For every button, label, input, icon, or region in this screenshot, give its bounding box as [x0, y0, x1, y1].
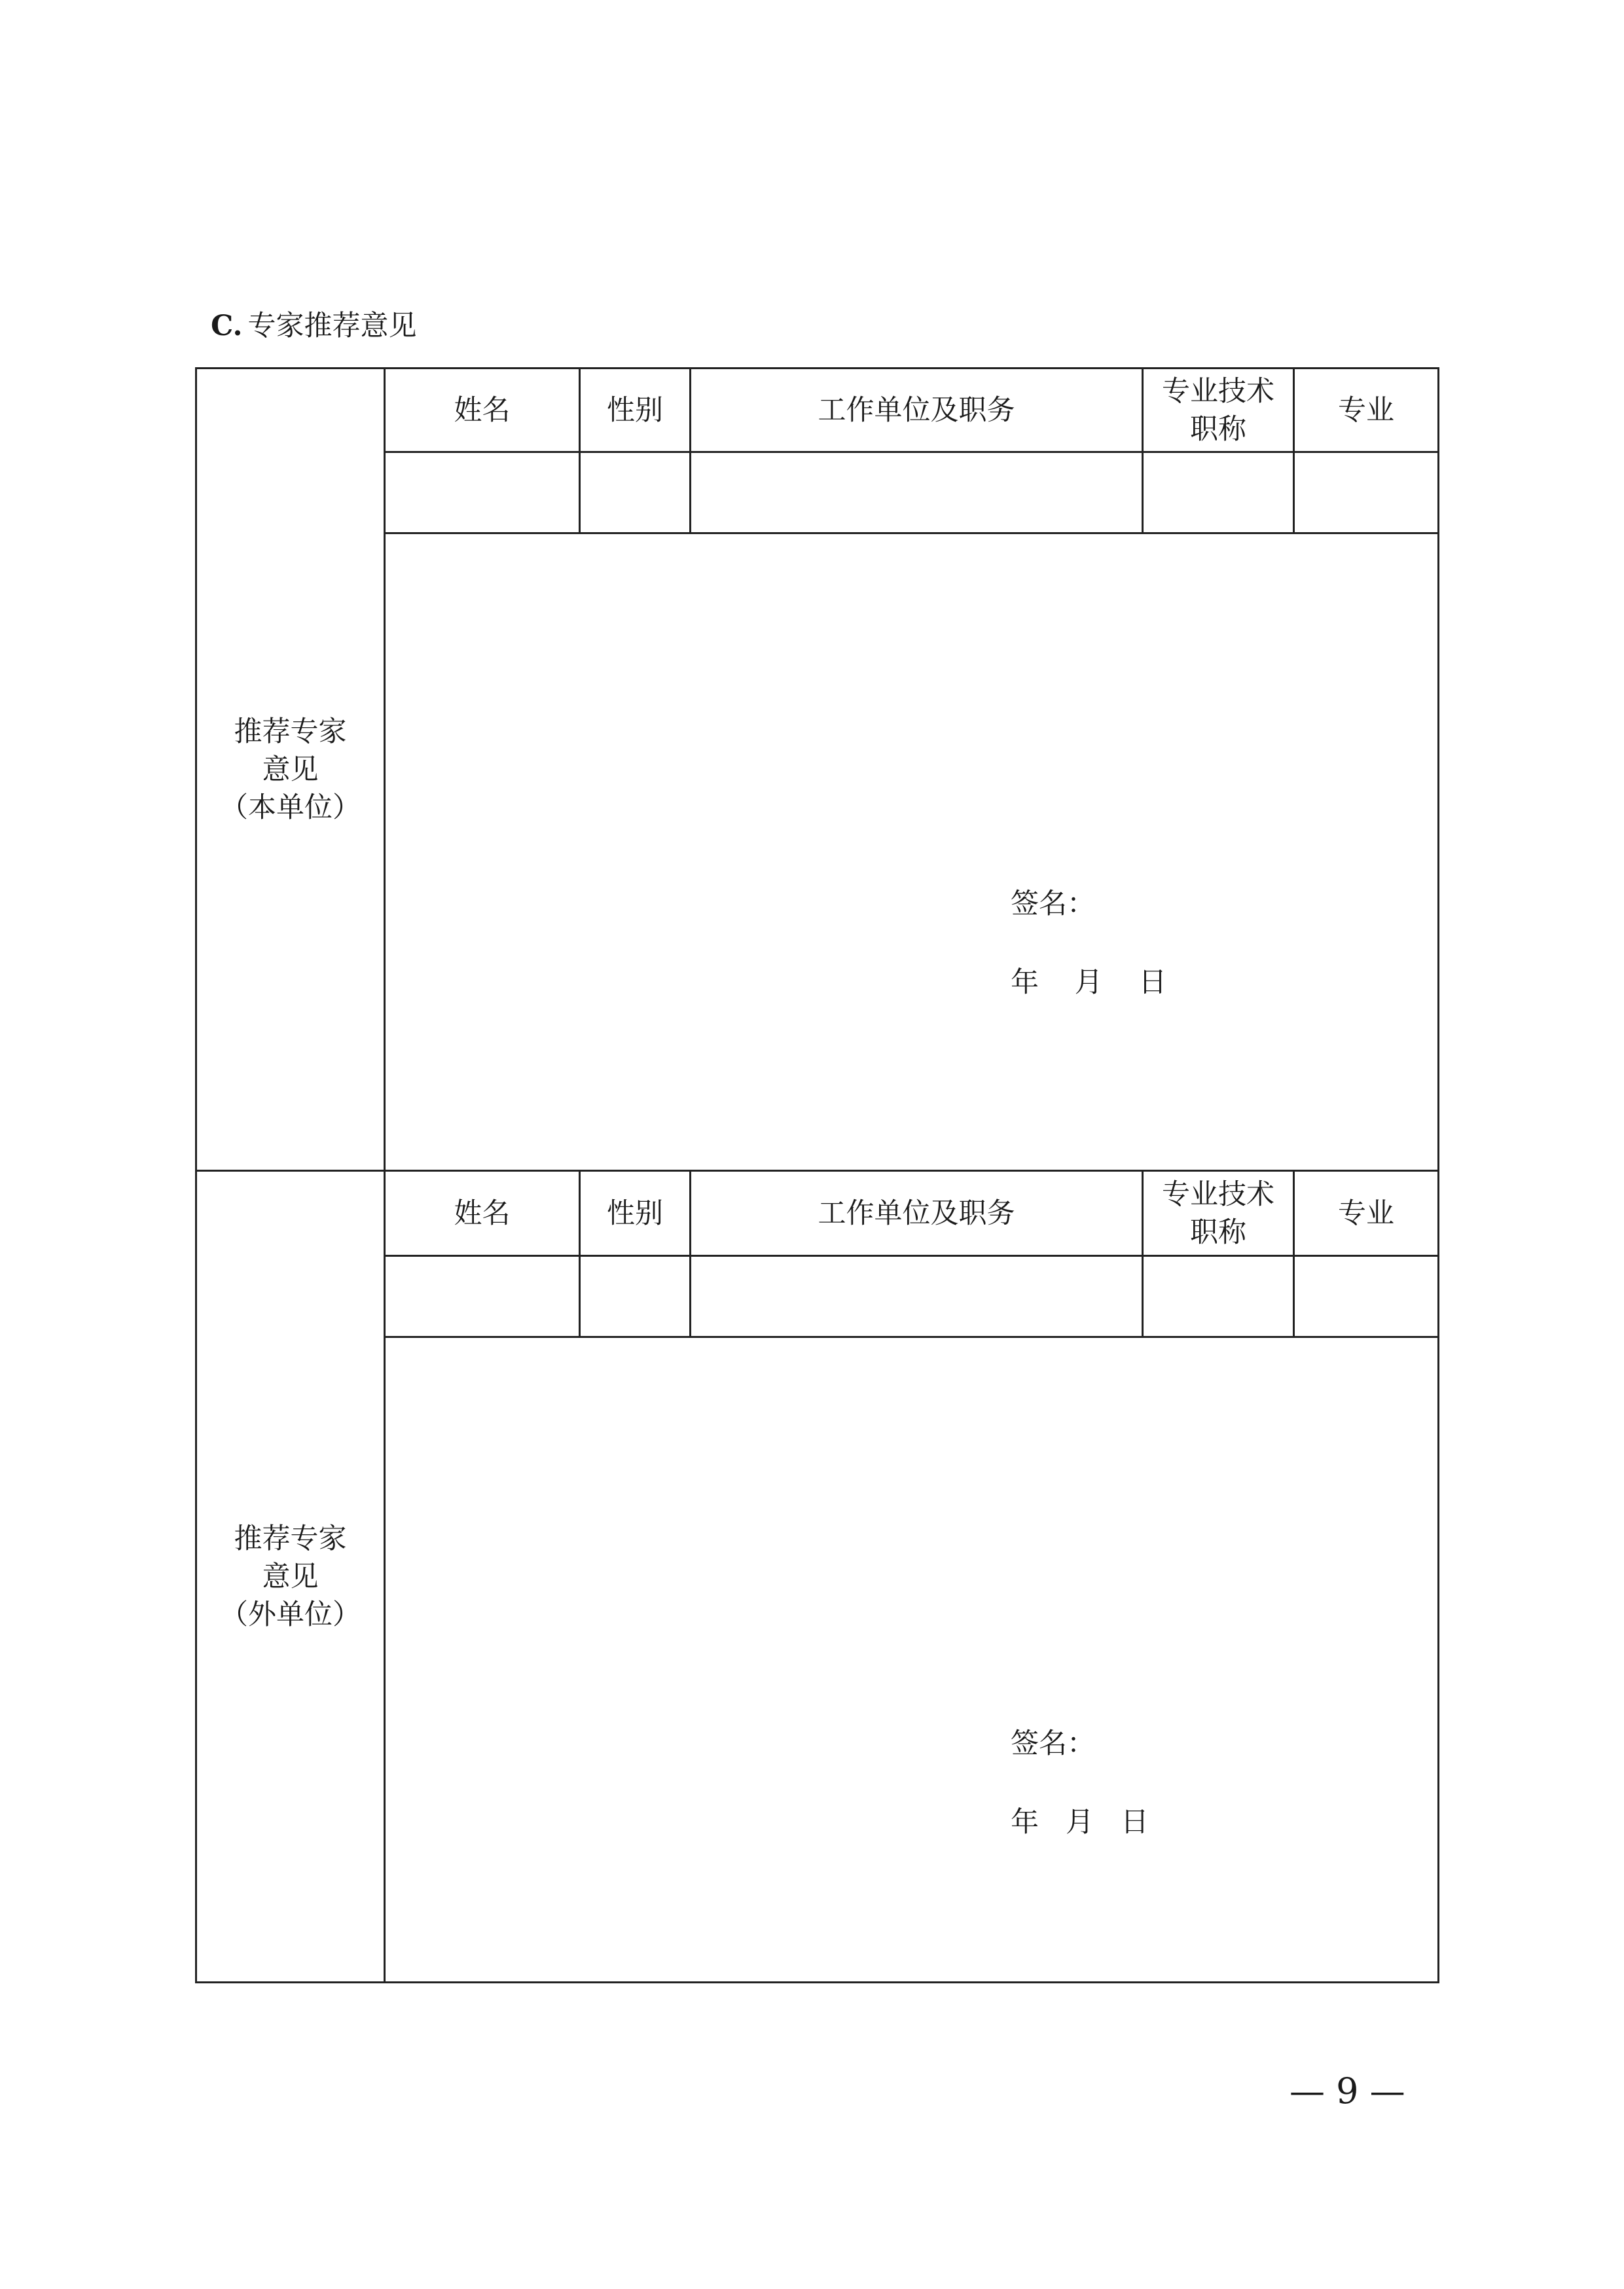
block2-opinion-area[interactable] [385, 1337, 1439, 1983]
block2-gender-field[interactable] [580, 1256, 691, 1337]
block1-gender-field[interactable] [580, 452, 691, 533]
page-number: — 9 — [1290, 2070, 1405, 2112]
section-letter: C. [211, 310, 243, 342]
section-heading [211, 308, 416, 344]
block1-date-line: 年 月 日 [1011, 966, 1167, 999]
block2-title-field[interactable] [1143, 1256, 1294, 1337]
block1-workplace-field[interactable] [691, 452, 1143, 533]
block2-header-row [196, 1171, 1439, 1256]
block2-workplace-field[interactable] [691, 1256, 1143, 1337]
block2-signature-label: 签名： [1011, 1727, 1095, 1760]
block1-title-field[interactable] [1143, 452, 1294, 533]
block2-header-name: 姓名 [385, 1171, 580, 1256]
block2-header-workplace: 工作单位及职务 [691, 1171, 1143, 1256]
section-title: 专家推荐意见 [247, 310, 417, 342]
block1-header-title: 专业技术 职称 [1143, 369, 1294, 452]
block1-header-gender: 性别 [580, 369, 691, 452]
block2-name-field[interactable] [385, 1256, 580, 1337]
block2-header-major: 专业 [1294, 1171, 1439, 1256]
block1-header-major: 专业 [1294, 369, 1439, 452]
recommendation-form-table [195, 367, 1439, 1983]
block1-side-label: 推荐专家 意见 （本单位） [196, 369, 385, 1171]
block1-signature-label: 签名： [1011, 888, 1095, 920]
block1-opinion-area[interactable] [385, 533, 1439, 1171]
block1-major-field[interactable] [1294, 452, 1439, 533]
block2-side-label: 推荐专家 意见 （外单位） [196, 1171, 385, 1983]
block1-name-field[interactable] [385, 452, 580, 533]
block2-major-field[interactable] [1294, 1256, 1439, 1337]
block1-header-name: 姓名 [385, 369, 580, 452]
block2-date-line: 年 月 日 [1011, 1806, 1149, 1839]
block2-header-gender: 性别 [580, 1171, 691, 1256]
block1-header-row [196, 369, 1439, 452]
block2-header-title: 专业技术 职称 [1143, 1171, 1294, 1256]
block1-header-workplace: 工作单位及职务 [691, 369, 1143, 452]
